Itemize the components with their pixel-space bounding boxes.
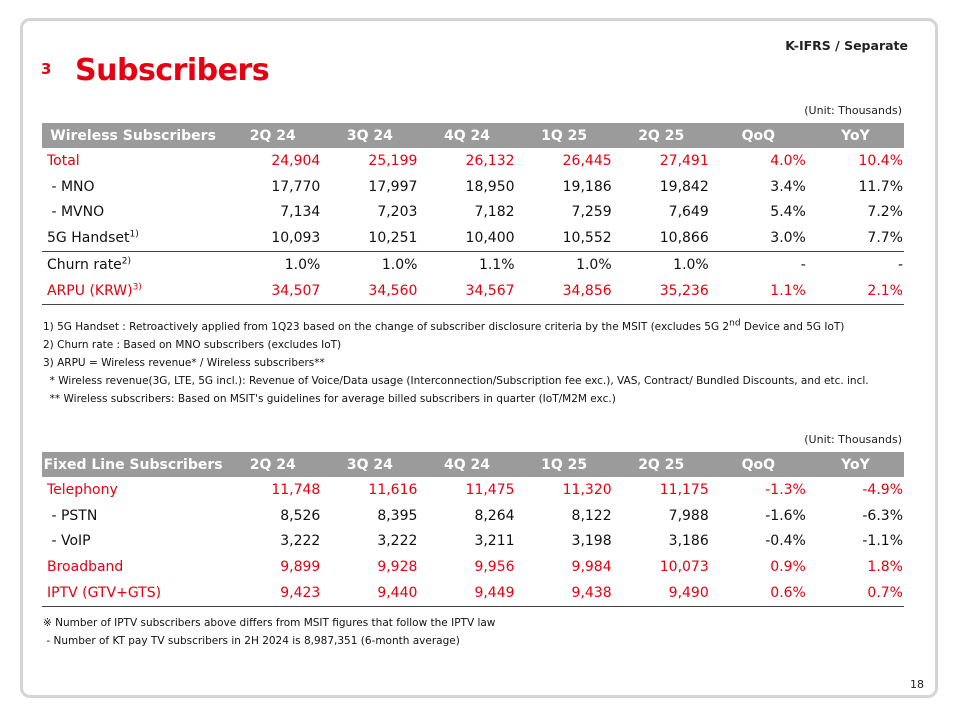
- table-cell: 7,182: [474, 204, 515, 221]
- row-label: - VoIP: [47, 533, 91, 550]
- column-header: 2Q 25: [613, 123, 710, 148]
- table-cell: -4.9%: [862, 481, 903, 498]
- table-cell: 9,490: [613, 580, 710, 606]
- row-label: - MNO: [47, 178, 95, 195]
- footnote: - Number of KT pay TV subscribers in 2H 2024 is 8,987,351 (6-month average): [43, 635, 460, 647]
- table-cell: 7,203: [377, 204, 418, 221]
- table-cell: 3.4%: [770, 178, 806, 195]
- table-row: [42, 225, 904, 251]
- table-cell: 1.0%: [224, 252, 321, 278]
- table-cell: 10,073: [659, 559, 709, 576]
- row-label-text: Churn rate: [47, 257, 122, 274]
- column-header: 2Q 24: [224, 123, 321, 148]
- table-cell: 26,445: [562, 152, 612, 169]
- table-cell: 7,134: [280, 204, 321, 221]
- table-cell: 10,866: [659, 230, 709, 247]
- fixed-footnotes: [43, 614, 495, 650]
- wireless-subscribers-table: [42, 123, 904, 305]
- accounting-standard-label: K-IFRS / Separate: [785, 38, 908, 53]
- footnote-superscript: nd: [729, 318, 741, 329]
- table-cell: 3,186: [668, 533, 709, 550]
- table-row: [42, 148, 904, 174]
- table-cell: 7,988: [668, 507, 709, 524]
- table-cell: -1.1%: [862, 533, 903, 550]
- table-row: [42, 503, 904, 529]
- column-header: 3Q 24: [321, 123, 418, 148]
- table-cell: 18,950: [465, 178, 515, 195]
- footnote-marker: 3): [132, 282, 142, 293]
- footnote: 3) ARPU = Wireless revenue* / Wireless subscribers**: [43, 357, 325, 369]
- table-cell: 1.8%: [867, 559, 903, 576]
- section-number: 3: [41, 60, 52, 78]
- table-cell: 19,186: [562, 178, 612, 195]
- table-cell: 2.1%: [807, 278, 904, 304]
- table-row: [42, 477, 904, 503]
- table-cell: 9,440: [321, 580, 418, 606]
- table-cell: 1.1%: [710, 278, 807, 304]
- column-header: Fixed Line Subscribers: [42, 452, 224, 477]
- table-cell: 11,175: [659, 481, 709, 498]
- column-header: 2Q 24: [224, 452, 321, 477]
- table-cell: 10,400: [465, 230, 515, 247]
- footnote: ※ Number of IPTV subscribers above differs from MSIT figures that follow the IPTV law: [43, 617, 496, 629]
- table-cell: 34,507: [224, 278, 321, 304]
- table-cell: 1.1%: [418, 252, 515, 278]
- footnote-text: 1) 5G Handset : Retroactively applied from 1Q23 based on the change of subscriber disclosure criteria by the MSIT (excludes 5G 2: [43, 321, 730, 333]
- footnote-text: Device and 5G IoT): [740, 321, 845, 333]
- table-cell: 3,222: [377, 533, 418, 550]
- table-cell: -: [710, 252, 807, 278]
- table-cell: 1.0%: [613, 252, 710, 278]
- table-cell: 9,956: [474, 559, 515, 576]
- row-label: Total: [47, 152, 80, 169]
- table-cell: 3,198: [571, 533, 612, 550]
- table-header-row: [42, 452, 904, 477]
- table-cell: 3,222: [280, 533, 321, 550]
- table-cell: 0.7%: [807, 580, 904, 606]
- table-cell: 0.6%: [710, 580, 807, 606]
- table-cell: 34,560: [321, 278, 418, 304]
- table-row: [42, 278, 904, 304]
- column-header: YoY: [807, 452, 904, 477]
- table-cell: 9,899: [280, 559, 321, 576]
- table-cell: 7.2%: [867, 204, 903, 221]
- column-header: 3Q 24: [321, 452, 418, 477]
- table-cell: 11,320: [562, 481, 612, 498]
- table-row: [42, 174, 904, 200]
- row-label: - PSTN: [47, 507, 98, 524]
- table-cell: 7.7%: [867, 230, 903, 247]
- column-header: QoQ: [710, 452, 807, 477]
- column-header: 2Q 25: [613, 452, 710, 477]
- table-cell: -1.3%: [765, 481, 806, 498]
- row-label: IPTV (GTV+GTS): [42, 580, 224, 606]
- column-header: YoY: [807, 123, 904, 148]
- page-number: 18: [910, 678, 924, 691]
- table-cell: 9,423: [224, 580, 321, 606]
- column-header: Wireless Subscribers: [42, 123, 224, 148]
- table-cell: 3,211: [474, 533, 515, 550]
- table-cell: 8,264: [474, 507, 515, 524]
- table-cell: 24,904: [271, 152, 321, 169]
- table-cell: 9,984: [571, 559, 612, 576]
- page-title: Subscribers: [75, 53, 270, 88]
- row-label: [42, 252, 224, 278]
- row-label: [42, 225, 224, 251]
- fixed-line-subscribers-table: [42, 452, 904, 607]
- wireless-unit-label: (Unit: Thousands): [804, 104, 902, 117]
- table-cell: 8,122: [571, 507, 612, 524]
- column-header: QoQ: [710, 123, 807, 148]
- table-cell: 35,236: [613, 278, 710, 304]
- table-cell: 9,449: [418, 580, 515, 606]
- table-cell: 27,491: [659, 152, 709, 169]
- table-cell: 9,928: [377, 559, 418, 576]
- table-cell: 10.4%: [858, 152, 903, 169]
- table-cell: 9,438: [516, 580, 613, 606]
- table-cell: 11.7%: [858, 178, 903, 195]
- row-label: - MVNO: [47, 204, 105, 221]
- table-cell: 11,475: [465, 481, 515, 498]
- table-cell: 8,395: [377, 507, 418, 524]
- row-label: Broadband: [47, 559, 124, 576]
- table-cell: -: [807, 252, 904, 278]
- table-cell: -0.4%: [765, 533, 806, 550]
- table-row: [42, 252, 904, 278]
- footnote: [43, 318, 869, 336]
- table-cell: 4.0%: [770, 152, 806, 169]
- table-cell: 34,856: [516, 278, 613, 304]
- table-cell: 5.4%: [770, 204, 806, 221]
- table-cell: 10,552: [562, 230, 612, 247]
- row-label-text: ARPU (KRW): [47, 282, 133, 299]
- table-cell: 1.0%: [516, 252, 613, 278]
- table-cell: 10,251: [368, 230, 418, 247]
- footnote: ** Wireless subscribers: Based on MSIT's guidelines for average billed subscribers in quarter (IoT/M2M exc.): [43, 393, 616, 405]
- table-cell: 3.0%: [770, 230, 806, 247]
- table-cell: 7,649: [668, 204, 709, 221]
- table-cell: 10,093: [271, 230, 321, 247]
- table-cell: -6.3%: [862, 507, 903, 524]
- table-cell: 19,842: [659, 178, 709, 195]
- column-header: 1Q 25: [516, 123, 613, 148]
- table-cell: 11,616: [368, 481, 418, 498]
- row-label-text: 5G Handset: [47, 230, 130, 247]
- row-label: [42, 278, 224, 304]
- table-cell: -1.6%: [765, 507, 806, 524]
- table-cell: 26,132: [465, 152, 515, 169]
- table-cell: 17,997: [368, 178, 418, 195]
- table-row: [42, 529, 904, 555]
- table-cell: 11,748: [271, 481, 321, 498]
- table-cell: 34,567: [418, 278, 515, 304]
- column-header: 4Q 24: [418, 452, 515, 477]
- table-cell: 17,770: [271, 178, 321, 195]
- table-cell: 25,199: [368, 152, 418, 169]
- wireless-footnotes: [43, 318, 869, 408]
- footnote: 2) Churn rate : Based on MNO subscribers (excludes IoT): [43, 339, 342, 351]
- fixed-unit-label: (Unit: Thousands): [804, 433, 902, 446]
- footnote-marker: 2): [121, 256, 132, 267]
- table-row: [42, 580, 904, 606]
- table-header-row: [42, 123, 904, 148]
- row-label: Telephony: [47, 481, 118, 498]
- footnote-marker: 1): [129, 229, 139, 240]
- table-cell: 0.9%: [770, 559, 806, 576]
- table-cell: 8,526: [280, 507, 321, 524]
- table-cell: 7,259: [571, 204, 612, 221]
- table-row: [42, 554, 904, 580]
- column-header: 4Q 24: [418, 123, 515, 148]
- table-cell: 1.0%: [321, 252, 418, 278]
- table-row: [42, 200, 904, 226]
- footnote: * Wireless revenue(3G, LTE, 5G incl.): Revenue of Voice/Data usage (Interconnection/Subscription fee exc.), VAS, Contract/ Bundled Discounts, and etc. incl.: [43, 375, 869, 387]
- column-header: 1Q 25: [516, 452, 613, 477]
